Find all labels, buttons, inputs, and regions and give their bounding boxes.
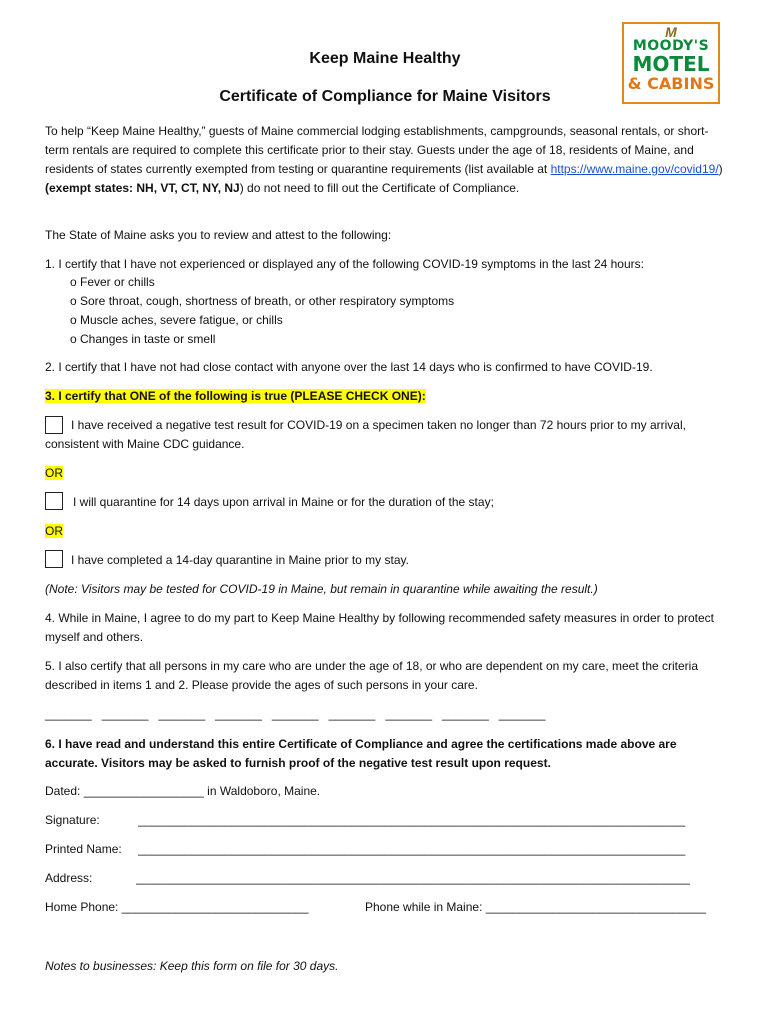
item-3-wrap xyxy=(45,387,725,406)
printed-name-label: Printed Name: xyxy=(45,842,122,856)
dated-label: Dated: xyxy=(45,784,84,798)
item-2: 2. I certify that I have not had close contact with anyone over the last 14 days who is confirmed to have COVID-19. xyxy=(45,360,653,374)
logo-line-1: MOODY'S xyxy=(632,38,710,54)
intro-text: To help “Keep Maine Healthy,” guests of Maine commercial lodging establishments, campgrounds, seasonal rentals, or short-term rentals are required to complete this certificate prior to their stay. Guests under the age of 18, residents of Maine, and residents of states currently exempted from testing or quarantine requirements (list available at xyxy=(45,124,709,176)
option-3-checkbox[interactable] xyxy=(45,550,63,568)
address-field[interactable]: ___________________________________________________________________________________ xyxy=(136,871,690,885)
home-phone-field[interactable]: ____________________________ xyxy=(121,900,309,914)
symptom-item: o Sore throat, cough, shortness of breath, or other respiratory symptoms xyxy=(70,294,455,308)
dated-field[interactable]: __________________ xyxy=(83,784,204,798)
item-4: 4. While in Maine, I agree to do my part to Keep Maine Healthy by following recommended safety measures in order to protect myself and others. xyxy=(45,611,714,644)
maine-phone-field[interactable]: _________________________________ xyxy=(485,900,706,914)
age-blanks[interactable]: _______ _______ _______ _______ _______ _______ _______ _______ _______ xyxy=(45,707,546,721)
page-title: Keep Maine Healthy xyxy=(309,50,461,67)
maine-covid-link[interactable]: https://www.maine.gov/covid19/ xyxy=(550,162,719,176)
home-phone-line xyxy=(45,898,309,917)
or-label-2-wrap xyxy=(45,522,63,541)
dated-location: in Waldoboro, Maine. xyxy=(203,784,321,798)
option-2-checkbox[interactable] xyxy=(45,492,63,510)
printed-name-field[interactable]: __________________________________________________________________________________ xyxy=(138,842,686,856)
symptom-item: o Muscle aches, severe fatigue, or chills xyxy=(70,313,283,327)
intro-paren: ) xyxy=(718,162,723,176)
item-1: 1. I certify that I have not experienced or displayed any of the following COVID-19 symptoms in the last 24 hours: xyxy=(45,257,644,271)
page-subtitle: Certificate of Compliance for Maine Visitors xyxy=(219,88,551,105)
symptom-item: o Fever or chills xyxy=(70,275,155,289)
option-2-text: I will quarantine for 14 days upon arrival in Maine or for the duration of the stay; xyxy=(73,495,494,509)
intro-paragraph xyxy=(45,122,725,198)
item-6: 6. I have read and understand this entire Certificate of Compliance and agree the certifications made above are accurate. Visitors may be asked to furnish proof of the negative test result upon request. xyxy=(45,737,677,770)
or-label: OR xyxy=(45,524,63,538)
signature-label: Signature: xyxy=(45,813,100,827)
symptom-item: o Changes in taste or smell xyxy=(70,332,216,346)
exempt-states: (exempt states: NH, VT, CT, NY, NJ xyxy=(45,181,240,195)
maine-phone-line xyxy=(365,898,723,917)
intro-text-end: ) do not need to fill out the Certificate of Compliance. xyxy=(239,181,520,195)
logo-line-3: & CABINS xyxy=(627,74,715,93)
logo-line-2: MOTEL xyxy=(632,52,710,76)
or-label: OR xyxy=(45,466,63,480)
option-1-text: I have received a negative test result for COVID-19 on a specimen taken no longer than 72 hours prior to my arrival, consistent with Maine CDC guidance. xyxy=(45,418,686,451)
dated-line xyxy=(45,782,725,801)
review-line: The State of Maine asks you to review and attest to the following: xyxy=(45,228,392,242)
logo-mark: M xyxy=(665,24,677,40)
footer-note: Notes to businesses: Keep this form on file for 30 days. xyxy=(45,959,339,973)
address-label: Address: xyxy=(45,871,93,885)
signature-field[interactable]: __________________________________________________________________________________ xyxy=(138,813,686,827)
note: (Note: Visitors may be tested for COVID-19 in Maine, but remain in quarantine while awaiting the result.) xyxy=(45,582,598,596)
symptom-list xyxy=(70,273,710,349)
item-5: 5. I also certify that all persons in my care who are under the age of 18, or who are dependent on my care, meet the criteria described in items 1 and 2. Please provide the ages of such persons in your care. xyxy=(45,659,699,692)
item-3: 3. I certify that ONE of the following is true (PLEASE CHECK ONE): xyxy=(45,389,426,403)
option-3-text: I have completed a 14-day quarantine in Maine prior to my stay. xyxy=(71,553,409,567)
home-phone-label: Home Phone: xyxy=(45,900,122,914)
maine-phone-label: Phone while in Maine: xyxy=(365,900,486,914)
or-label-1-wrap xyxy=(45,464,63,483)
